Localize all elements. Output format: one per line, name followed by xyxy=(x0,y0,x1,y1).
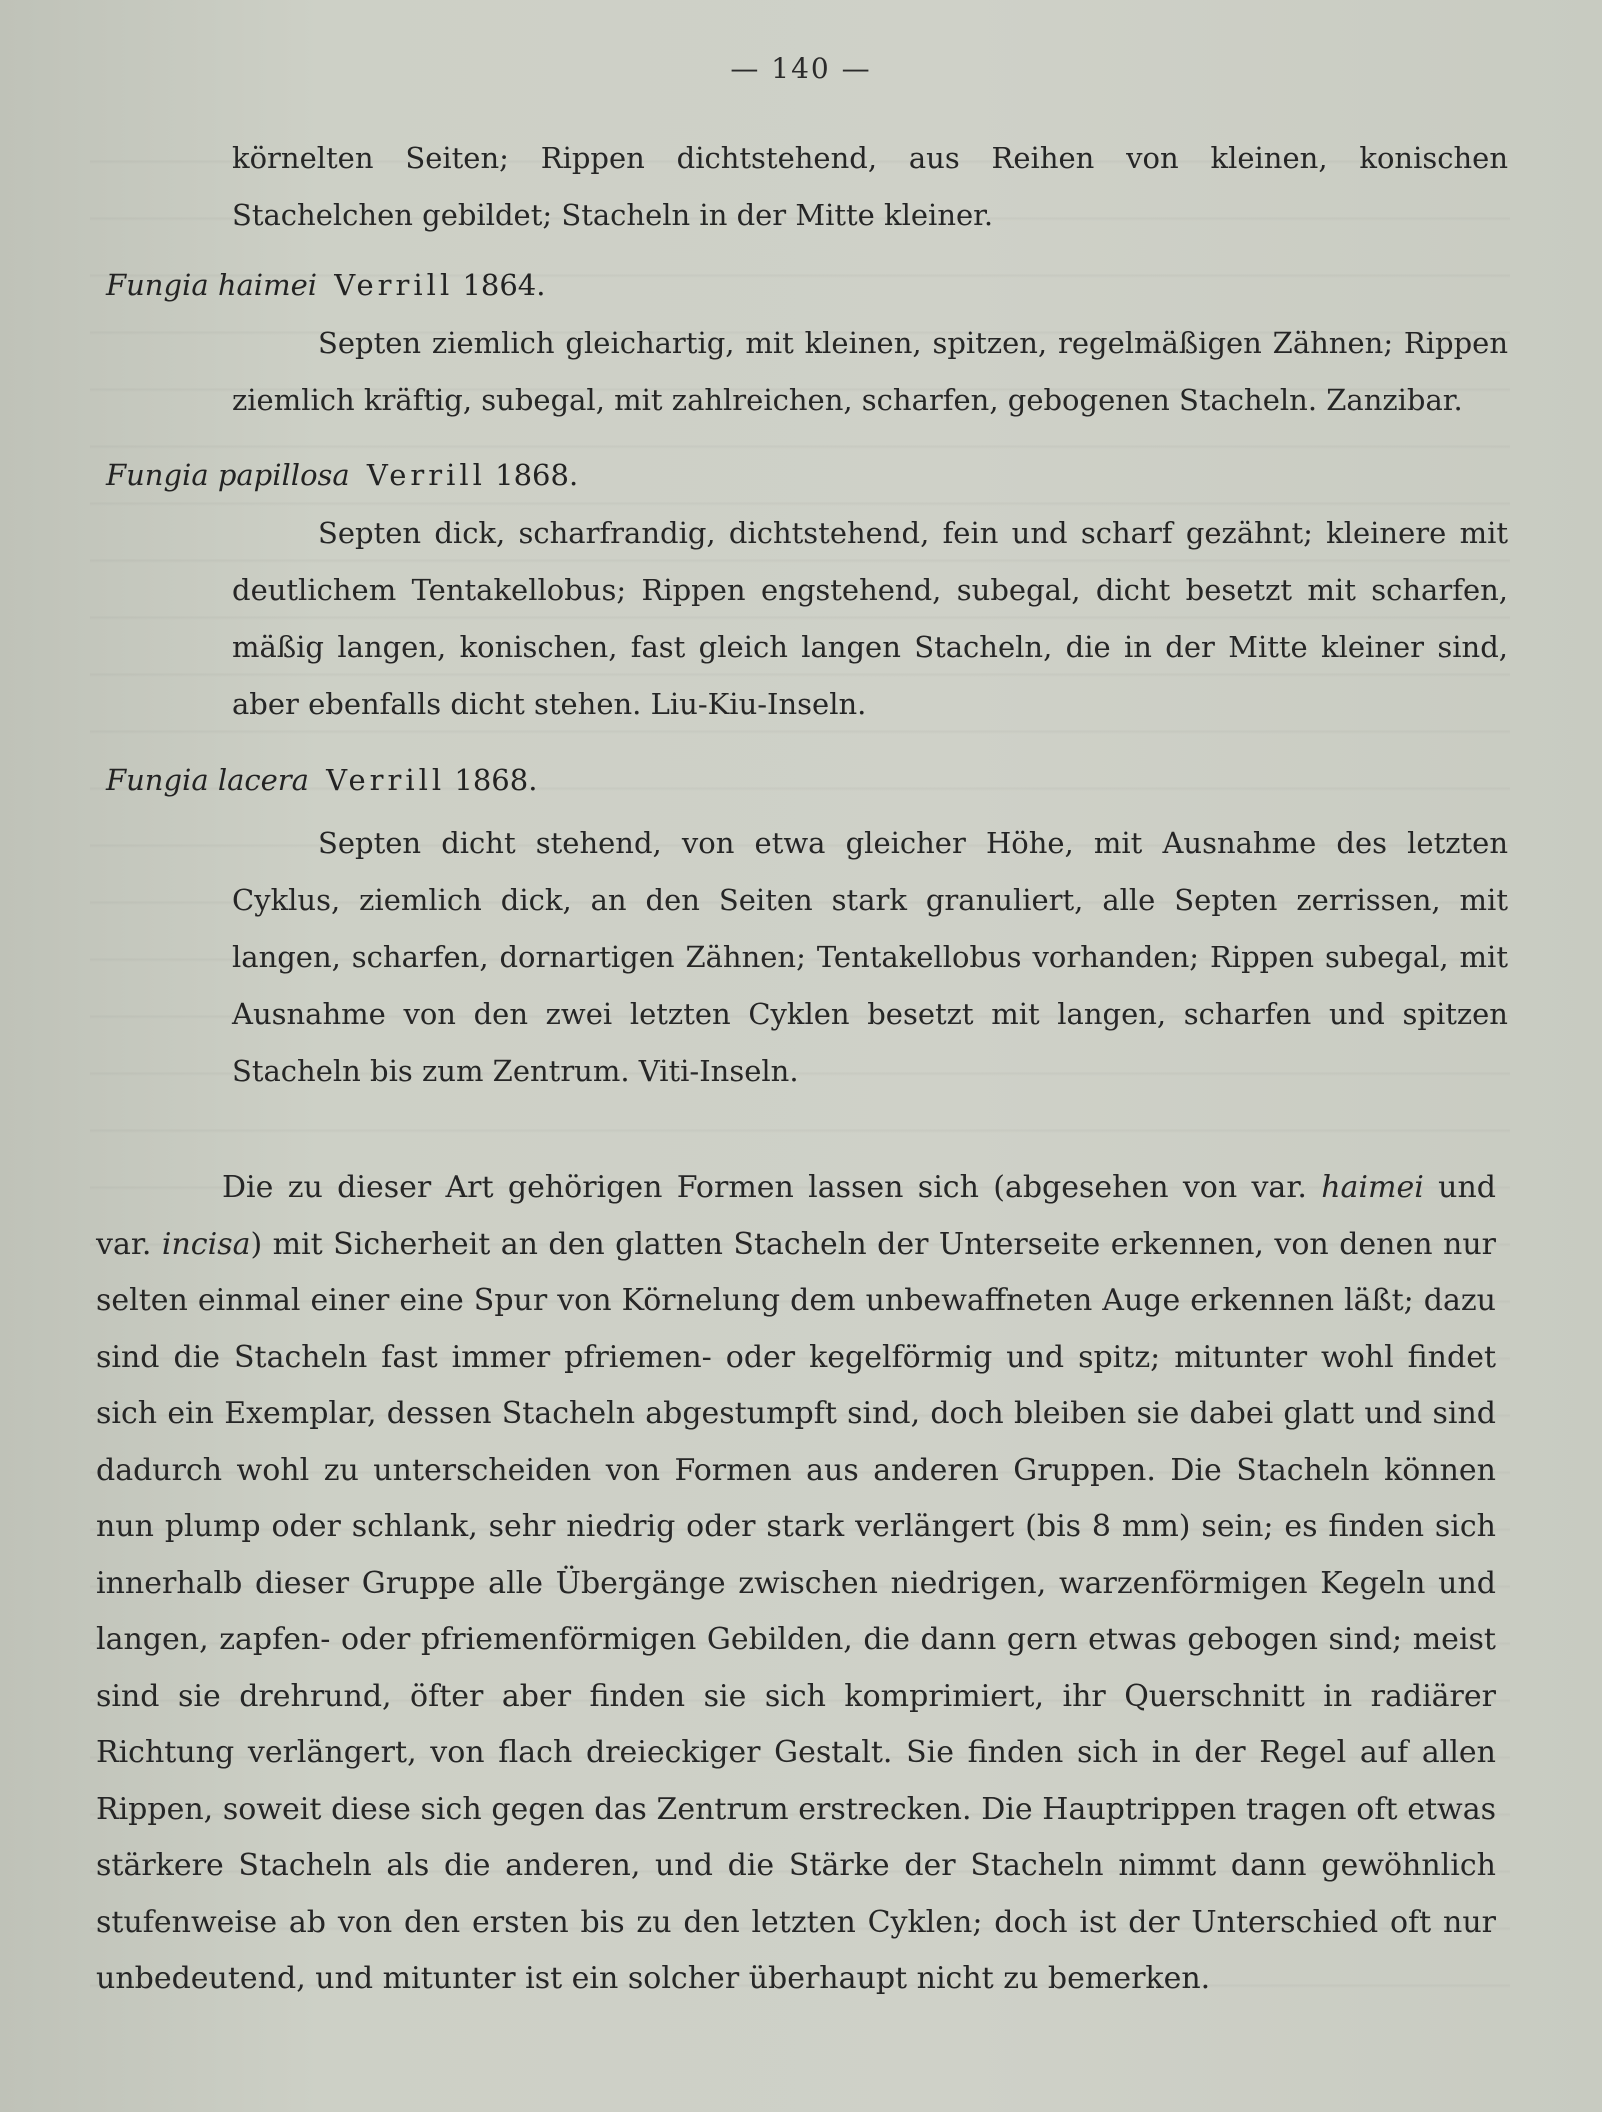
species-author: Verrill xyxy=(334,268,454,302)
species-name: Fungia papillosa xyxy=(106,458,350,492)
discussion-text-1: Die zu dieser Art gehörigen Formen lassen sich (abgesehen von var. xyxy=(222,1170,1322,1205)
variety-name-incisa: incisa xyxy=(161,1226,251,1262)
variety-name-haimei: haimei xyxy=(1321,1170,1424,1205)
species-description-lacera: Septen dicht stehend, von etwa gleicher Höhe, mit Ausnahme des letzten Cyklus, ziemlich dick, an den Seiten stark granuliert, alle Septen zerrissen, mit langen, scharfen, dornartigen Zähnen; Tentakellobus vorhanden; Rippen subegal, mit Ausnahme von den zwei letzten Cyklen besetzt mit langen, scharfen und spitzen Stacheln bis zum Zentrum. Viti-Inseln. xyxy=(232,826,1508,1088)
species-author: Verrill xyxy=(326,763,446,797)
species-year: 1868. xyxy=(495,458,579,492)
discussion-paragraph xyxy=(96,1160,1496,2008)
species-description-haimei: Septen ziemlich gleichartig, mit kleinen, spitzen, regelmäßigen Zähnen; Rippen ziemlich kräftig, subegal, mit zahlreichen, scharfen, gebogenen Stacheln. Zanzibar. xyxy=(232,326,1508,417)
species-name: Fungia lacera xyxy=(106,763,309,797)
species-heading-papillosa xyxy=(106,455,1006,495)
intro-paragraph: körnelten Seiten; Rippen dichtstehend, aus Reihen von kleinen, konischen Stachelchen gebildet; Stacheln in der Mitte kleiner. xyxy=(232,141,1508,232)
species-description-papillosa: Septen dick, scharfrandig, dichtstehend, fein und scharf gezähnt; kleinere mit deutlichem Tentakellobus; Rippen engstehend, subegal, dicht besetzt mit scharfen, mäßig langen, konischen, fast gleich langen Stacheln, die in der Mitte kleiner sind, aber ebenfalls dicht stehen. Liu-Kiu-Inseln. xyxy=(232,516,1508,721)
page-number: — 140 — xyxy=(730,52,872,85)
species-author: Verrill xyxy=(366,458,486,492)
species-heading-lacera xyxy=(106,760,1006,800)
discussion-text-2: und var. xyxy=(96,1170,1496,1262)
species-heading-haimei xyxy=(106,265,1006,305)
discussion-text-3: ) mit Sicherheit an den glatten Stacheln der Unterseite erkennen, von denen nur selten einmal einer eine Spur von Körnelung dem unbewaffneten Auge erkennen läßt; dazu sind die Stacheln fast immer pfriemen- oder kegelförmig und spitz; mitunter wohl findet sich ein Exemplar, dessen Stacheln abgestumpft sind, doch bleiben sie dabei glatt und sind dadurch wohl zu unterscheiden von Formen aus anderen Gruppen. Die Stacheln können nun plump oder schlank, sehr niedrig oder stark verlängert (bis 8 mm) sein; es finden sich innerhalb dieser Gruppe alle Übergänge zwischen niedrigen, warzenförmigen Kegeln und langen, zapfen- oder pfriemenförmigen Gebilden, die dann gern etwas gebogen sind; meist sind sie drehrund, öfter aber finden sie sich komprimiert, ihr Querschnitt in radiärer Richtung verlängert, von flach dreieckiger Gestalt. Sie finden sich in der Regel auf allen Rippen, soweit diese sich gegen das Zentrum erstrecken. Die Hauptrippen tragen oft etwas stärkere Stacheln als die anderen, und die Stärke der Stacheln nimmt dann gewöhnlich stufenweise ab von den ersten bis zu den letzten Cyklen; doch ist der Unterschied oft nur unbedeutend, und mitunter ist ein solcher überhaupt nicht zu bemerken. xyxy=(96,1226,1496,1996)
species-name: Fungia haimei xyxy=(106,268,318,302)
species-year: 1868. xyxy=(454,763,538,797)
species-year: 1864. xyxy=(462,268,546,302)
